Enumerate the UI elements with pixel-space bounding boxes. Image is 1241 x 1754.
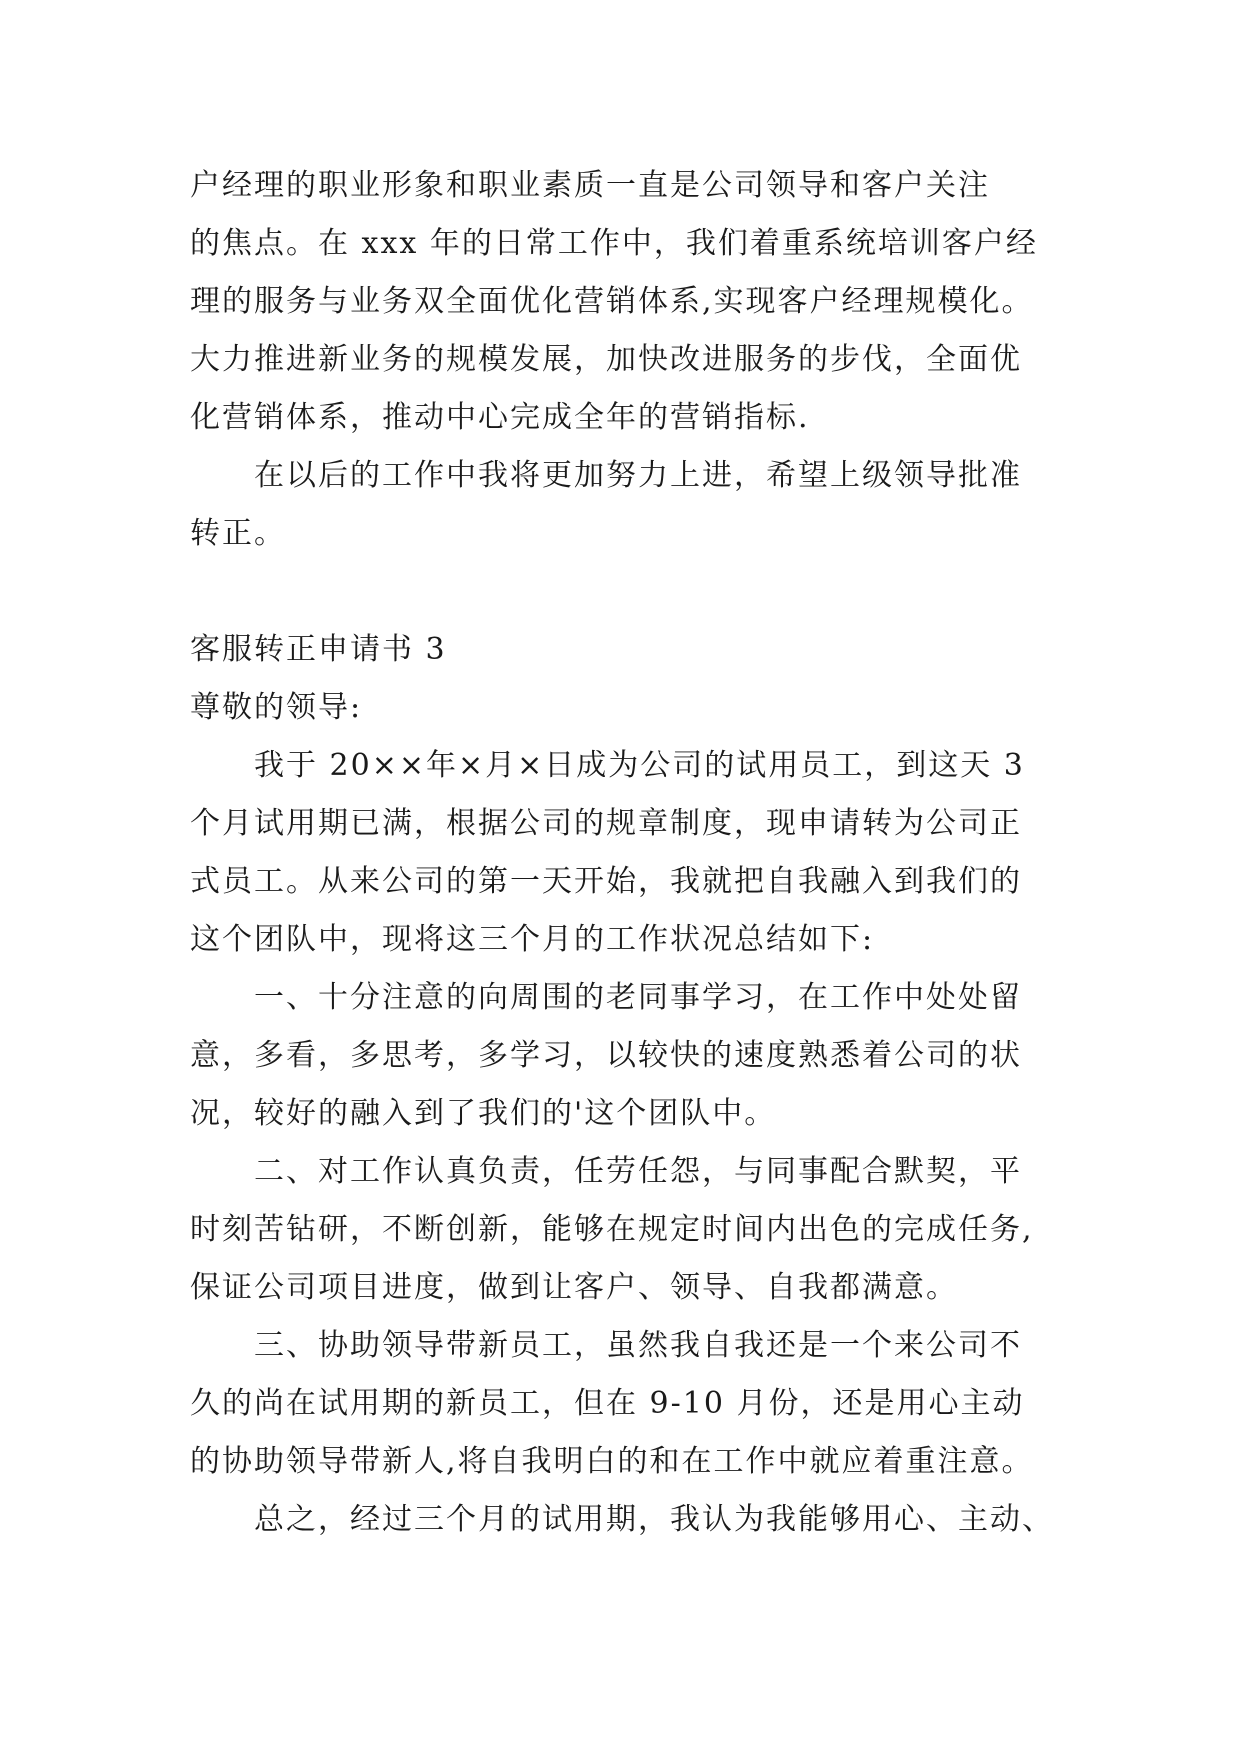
- text-line: 在以后的工作中我将更加努力上进，希望上级领导批准: [254, 458, 1022, 493]
- text-line: 总之，经过三个月的试用期，我认为我能够用心、主动、: [254, 1502, 1054, 1537]
- text-line: 大力推进新业务的规模发展，加快改进服务的步伐，全面优: [190, 342, 1022, 377]
- salutation: 尊敬的领导:: [190, 690, 363, 725]
- text-line: 时刻苦钻研，不断创新，能够在规定时间内出色的完成任务,: [190, 1212, 1034, 1247]
- text-line: 个月试用期已满，根据公司的规章制度，现申请转为公司正: [190, 806, 1022, 841]
- text-line: 户经理的职业形象和职业素质一直是公司领导和客户关注: [190, 168, 990, 203]
- text-line: 意，多看，多思考，多学习，以较快的速度熟悉着公司的状: [190, 1038, 1022, 1073]
- text-line: 况，较好的融入到了我们的'这个团队中。: [190, 1096, 777, 1131]
- text-line: 保证公司项目进度，做到让客户、领导、自我都满意。: [190, 1270, 958, 1305]
- section-title: 客服转正申请书 3: [190, 632, 447, 667]
- text-line: 二、对工作认真负责，任劳任怨，与同事配合默契，平: [254, 1154, 1022, 1189]
- text-line: 这个团队中，现将这三个月的工作状况总结如下:: [190, 922, 875, 957]
- text-line: 的协助领导带新人,将自我明白的和在工作中就应着重注意。: [190, 1444, 1034, 1479]
- text-line: 式员工。从来公司的第一天开始，我就把自我融入到我们的: [190, 864, 1022, 899]
- text-line: 化营销体系，推动中心完成全年的营销指标.: [190, 400, 810, 435]
- text-line: 久的尚在试用期的新员工，但在 9-10 月份，还是用心主动: [190, 1386, 1025, 1421]
- text-line: 三、协助领导带新员工，虽然我自我还是一个来公司不: [254, 1328, 1022, 1363]
- text-line: 的焦点。在 xxx 年的日常工作中，我们着重系统培训客户经: [190, 226, 1038, 261]
- text-line: 我于 20××年×月×日成为公司的试用员工，到这天 3: [254, 748, 1025, 783]
- text-line: 理的服务与业务双全面优化营销体系,实现客户经理规模化。: [190, 284, 1034, 319]
- text-line: 一、十分注意的向周围的老同事学习，在工作中处处留: [254, 980, 1022, 1015]
- text-line: 转正。: [190, 516, 286, 551]
